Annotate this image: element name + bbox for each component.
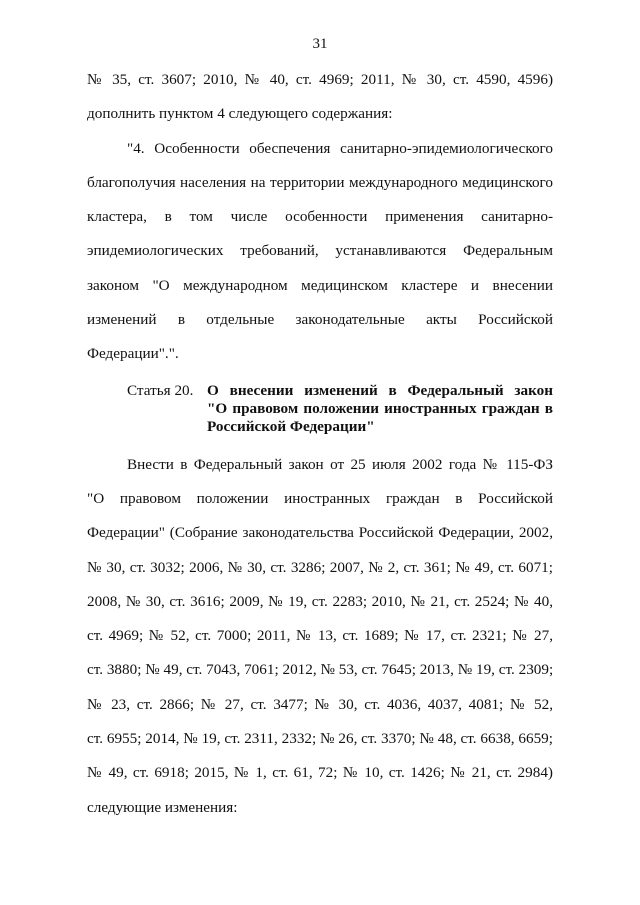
text-line: благополучия населения на территории международного медицинского bbox=[87, 173, 553, 191]
article-label: Статья 20. bbox=[127, 381, 194, 399]
text-line: № 23, ст. 2866; № 27, ст. 3477; № 30, ст. 4036, 4037, 4081; № 52, bbox=[87, 695, 553, 713]
text-line: № 30, ст. 3032; 2006, № 30, ст. 3286; 2007, № 2, ст. 361; № 49, ст. 6071; bbox=[87, 558, 553, 576]
text-line: "О правовом положении иностранных граждан в Российской bbox=[87, 489, 553, 507]
text-line: Федерации" (Собрание законодательства Российской Федерации, 2002, bbox=[87, 524, 553, 542]
text-line: законом "О международном медицинском кластере и внесении bbox=[87, 276, 553, 294]
article-heading bbox=[87, 374, 553, 436]
text-line: Внести в Федеральный закон от 25 июля 2002 года № 115-ФЗ bbox=[127, 455, 553, 473]
text-line: эпидемиологических требований, устанавливаются Федеральным bbox=[87, 242, 553, 260]
paragraph-amendment-tail bbox=[87, 63, 553, 132]
text-line: изменений в отдельные законодательные акты Российской bbox=[87, 311, 553, 329]
article-title bbox=[207, 374, 553, 436]
text-line: "4. Особенности обеспечения санитарно-эпидемиологического bbox=[127, 139, 553, 157]
text-line: 2008, № 30, ст. 3616; 2009, № 19, ст. 2283; 2010, № 21, ст. 2524; № 40, bbox=[87, 592, 553, 610]
article-title-line: О внесении изменений в Федеральный закон bbox=[207, 381, 553, 399]
text-line: № 49, ст. 6918; 2015, № 1, ст. 61, 72; № 10, ст. 1426; № 21, ст. 2984) bbox=[87, 764, 553, 782]
text-line: Федерации".". bbox=[87, 345, 179, 363]
article-title-line: "О правовом положении иностранных граждан в bbox=[207, 399, 553, 417]
text-line: ст. 3880; № 49, ст. 7043, 7061; 2012, № 53, ст. 7645; 2013, № 19, ст. 2309; bbox=[87, 661, 553, 679]
document-body bbox=[87, 63, 553, 825]
text-line: № 35, ст. 3607; 2010, № 40, ст. 4969; 2011, № 30, ст. 4590, 4596) bbox=[87, 71, 553, 88]
text-line: ст. 4969; № 52, ст. 7000; 2011, № 13, ст. 1689; № 17, ст. 2321; № 27, bbox=[87, 627, 553, 645]
text-line: ст. 6955; 2014, № 19, ст. 2311, 2332; № 26, ст. 3370; № 48, ст. 6638, 6659; bbox=[87, 730, 553, 748]
article-title-line: Российской Федерации" bbox=[207, 417, 375, 435]
page-number: 31 bbox=[312, 36, 328, 52]
paragraph-point-4 bbox=[87, 132, 553, 372]
text-line: дополнить пунктом 4 следующего содержания: bbox=[87, 105, 393, 123]
paragraph-article-20-body bbox=[87, 448, 553, 825]
text-line: кластера, в том числе особенности применения санитарно- bbox=[87, 208, 553, 226]
text-line: следующие изменения: bbox=[87, 798, 238, 816]
